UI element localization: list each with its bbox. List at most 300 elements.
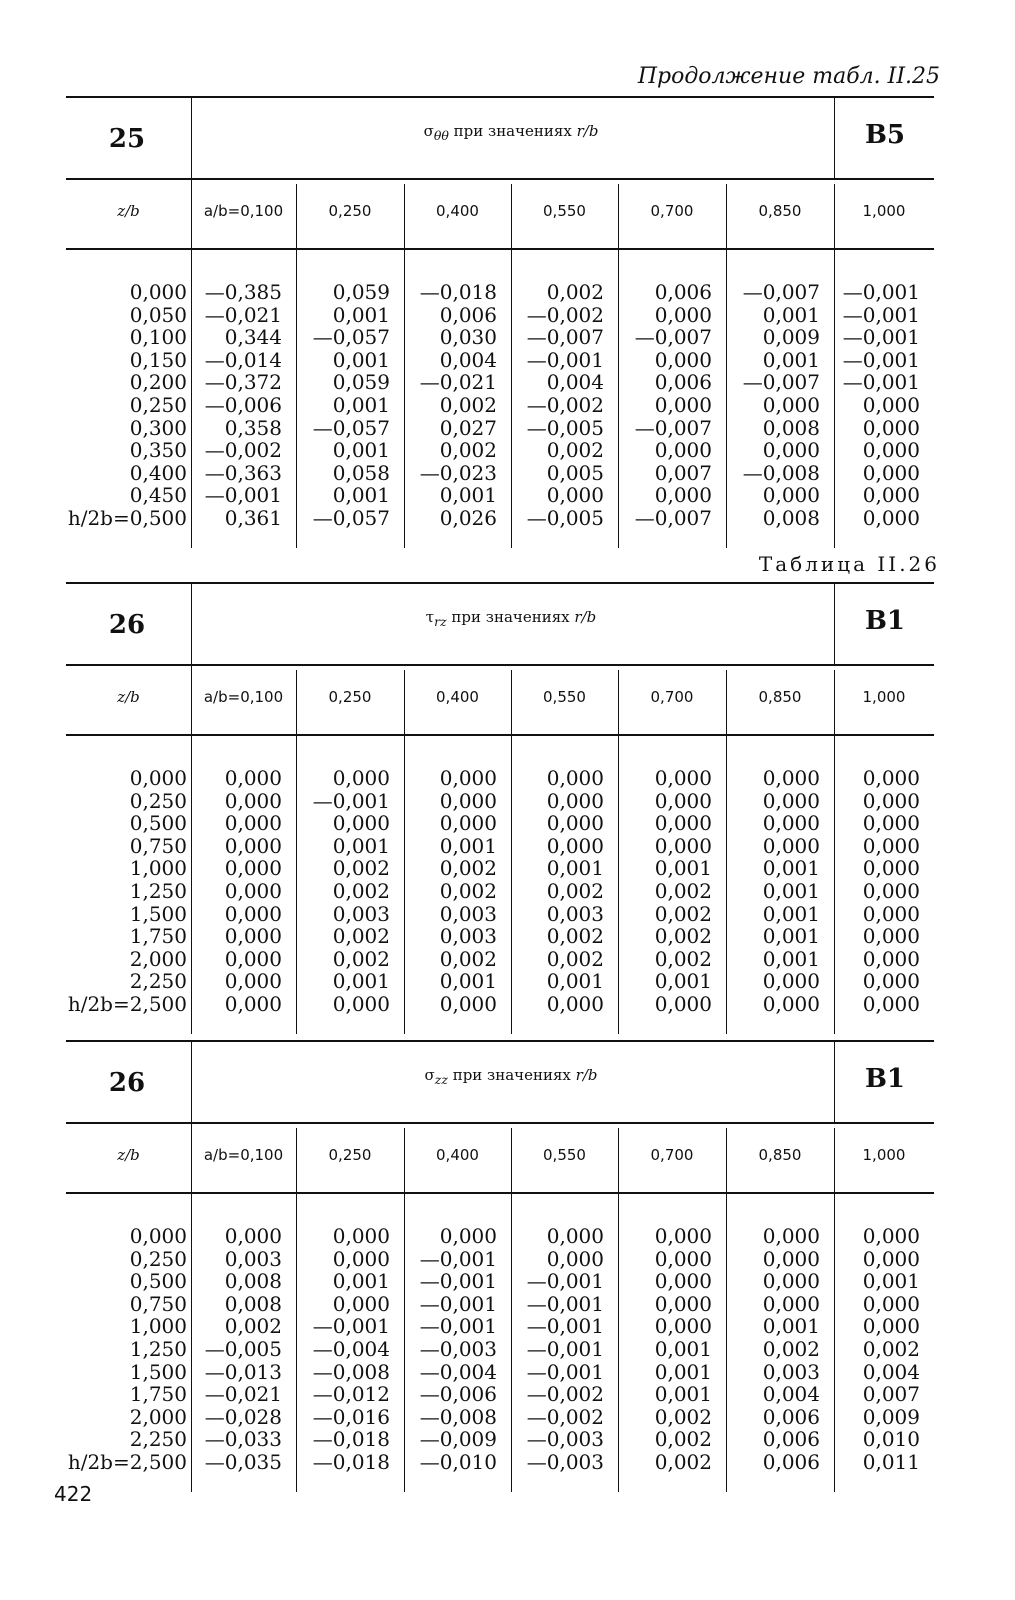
title-variable: r/b	[576, 122, 599, 140]
table-cell: 0,006	[654, 370, 712, 395]
table-cell: 0,001	[332, 483, 390, 508]
table-cell: 0,002	[862, 1336, 920, 1361]
title-subscript: rz	[434, 614, 447, 629]
table-cell: 0,000	[862, 878, 920, 903]
table-cell: 0,000	[762, 1224, 820, 1248]
data-column	[726, 767, 820, 1016]
data-column	[296, 767, 390, 1016]
row-label: 1,000	[129, 1314, 187, 1339]
row-label: 2,000	[129, 1404, 187, 1429]
table-cell: —0,003	[419, 1336, 497, 1361]
title-symbol: σ	[424, 1066, 435, 1084]
top-rule	[66, 96, 934, 98]
table-cell: 0,000	[862, 833, 920, 858]
table-cell: 0,004	[546, 370, 604, 395]
table-cell: 0,000	[224, 946, 282, 971]
table-cell: 0,000	[439, 811, 497, 836]
table-cell: 0,001	[332, 969, 390, 994]
table-title	[191, 122, 831, 143]
table-caption: Таблица II.26	[758, 552, 940, 576]
table-cell: 0,009	[862, 1404, 920, 1429]
table-cell: 0,006	[762, 1404, 820, 1429]
row-label: 0,750	[129, 833, 187, 858]
row-label: 0,100	[129, 325, 187, 350]
table-cell: 0,000	[224, 766, 282, 790]
data-column	[618, 281, 712, 530]
table-cell: 0,000	[862, 1314, 920, 1339]
data-column	[834, 767, 920, 1016]
table-cell: 0,003	[439, 924, 497, 949]
table-cell: —0,028	[204, 1404, 282, 1429]
table-cell: 0,003	[224, 1246, 282, 1271]
table-number: 26	[108, 610, 146, 640]
table-cell: 0,000	[862, 766, 920, 790]
table-cell: 0,002	[654, 924, 712, 949]
row-label: h/2b=0,500	[67, 505, 187, 530]
row-label: 0,500	[129, 811, 187, 836]
row-label: 0,250	[129, 788, 187, 813]
table-cell: 0,003	[762, 1359, 820, 1384]
table-cell: 0,002	[654, 1404, 712, 1429]
table-cell: —0,023	[419, 460, 497, 485]
table-cell: 0,000	[224, 924, 282, 949]
table-cell: 0,001	[439, 969, 497, 994]
table-cell: 0,000	[224, 901, 282, 926]
table-cell: 0,030	[439, 325, 497, 350]
table-cell: 0,005	[546, 460, 604, 485]
table-cell: —0,003	[526, 1427, 604, 1452]
table-cell: 0,000	[332, 1224, 390, 1248]
column-header: 0,400	[436, 202, 479, 220]
table-cell: 0,006	[439, 302, 497, 327]
table-cell: 0,001	[762, 946, 820, 971]
row-labels	[66, 767, 187, 1016]
table-cell: 0,000	[224, 856, 282, 881]
row-label: 1,000	[129, 856, 187, 881]
table-cell: —0,008	[419, 1404, 497, 1429]
top-rule	[66, 1040, 934, 1042]
table-cell: —0,001	[526, 1314, 604, 1339]
table-cell: 0,000	[439, 1224, 497, 1248]
table-cell: —0,018	[312, 1449, 390, 1474]
table-cell: 0,004	[439, 347, 497, 372]
data-column	[618, 1225, 712, 1474]
table-cell: 0,001	[332, 302, 390, 327]
table-number: 25	[108, 124, 146, 154]
table-code: B1	[864, 606, 906, 636]
table-cell: —0,001	[419, 1269, 497, 1294]
table-cell: 0,000	[762, 1246, 820, 1271]
data-column	[726, 1225, 820, 1474]
title-symbol: σ	[423, 122, 434, 140]
table-cell: 0,000	[224, 1224, 282, 1248]
table-cell: —0,001	[842, 325, 920, 350]
table-cell: 0,002	[332, 924, 390, 949]
table-cell: —0,001	[526, 1291, 604, 1316]
column-header: 0,850	[758, 688, 802, 706]
table-cell: —0,001	[419, 1246, 497, 1271]
table-cell: 0,002	[332, 856, 390, 881]
table-cell: 0,000	[654, 1224, 712, 1248]
table-cell: 0,001	[332, 1269, 390, 1294]
table-cell: 0,001	[546, 969, 604, 994]
table-cell: 0,000	[762, 1291, 820, 1316]
column-header: 0,550	[543, 688, 586, 706]
row-label: 2,250	[129, 969, 187, 994]
row-label: 0,250	[129, 1246, 187, 1271]
table-cell: —0,008	[312, 1359, 390, 1384]
column-header: 0,850	[758, 1146, 802, 1164]
table-cell: 0,002	[439, 392, 497, 417]
table-cell: 0,358	[224, 415, 282, 440]
row-label: 0,300	[129, 415, 187, 440]
table-cell: —0,001	[842, 302, 920, 327]
table-cell: 0,000	[224, 788, 282, 813]
table-cell: —0,363	[204, 460, 282, 485]
table-cell: —0,001	[419, 1314, 497, 1339]
table-cell: 0,000	[546, 833, 604, 858]
column-divider	[834, 1040, 835, 1122]
table-cell: 0,004	[762, 1382, 820, 1407]
table-cell: —0,007	[526, 325, 604, 350]
table-cell: 0,000	[546, 1224, 604, 1248]
table-cell: 0,000	[546, 991, 604, 1016]
table-number: 26	[108, 1068, 146, 1098]
table-cell: 0,000	[654, 766, 712, 790]
table-cell: 0,010	[862, 1427, 920, 1452]
table-cell: 0,000	[332, 811, 390, 836]
table-cell: 0,000	[546, 788, 604, 813]
row-label: 0,400	[129, 460, 187, 485]
table-cell: 0,000	[762, 969, 820, 994]
table-cell: 0,002	[654, 1449, 712, 1474]
table-cell: 0,009	[762, 325, 820, 350]
table-cell: 0,001	[862, 1269, 920, 1294]
table-cell: 0,002	[439, 878, 497, 903]
row-label: 0,000	[129, 280, 187, 304]
table-cell: 0,001	[762, 1314, 820, 1339]
table-cell: —0,003	[526, 1449, 604, 1474]
table-cell: —0,018	[419, 280, 497, 304]
table-cell: —0,009	[419, 1427, 497, 1452]
table-cell: 0,000	[654, 483, 712, 508]
column-header: 1,000	[862, 1146, 906, 1164]
subheader-rule	[66, 734, 934, 736]
title-variable: r/b	[574, 608, 597, 626]
table-cell: —0,002	[526, 1404, 604, 1429]
page-number: 422	[54, 1482, 93, 1506]
table-cell: 0,001	[762, 347, 820, 372]
table-cell: —0,006	[419, 1382, 497, 1407]
table-cell: 0,000	[654, 438, 712, 463]
table-cell: —0,008	[742, 460, 820, 485]
table-cell: 0,002	[439, 946, 497, 971]
row-label: 1,500	[129, 1359, 187, 1384]
table-cell: 0,000	[862, 415, 920, 440]
table-cell: 0,007	[862, 1382, 920, 1407]
table-cell: 0,001	[332, 833, 390, 858]
column-header: 0,700	[650, 688, 694, 706]
header-rule	[66, 178, 934, 180]
table-cell: 0,008	[224, 1291, 282, 1316]
table-cell: 0,000	[224, 878, 282, 903]
table-cell: 0,000	[224, 969, 282, 994]
row-label: 1,750	[129, 1382, 187, 1407]
table-cell: —0,002	[526, 1382, 604, 1407]
row-labels	[66, 1225, 187, 1474]
table-cell: 0,008	[224, 1269, 282, 1294]
table-cell: —0,001	[526, 347, 604, 372]
title-symbol: τ	[425, 608, 435, 626]
column-header: a/b=0,100	[203, 202, 284, 220]
row-label: 0,000	[129, 1224, 187, 1248]
data-column	[511, 1225, 604, 1474]
column-header: 0,700	[650, 1146, 694, 1164]
table-cell: 0,000	[862, 460, 920, 485]
table-cell: —0,033	[204, 1427, 282, 1452]
column-header: 1,000	[862, 202, 906, 220]
table-cell: —0,005	[526, 415, 604, 440]
table-cell: 0,002	[546, 438, 604, 463]
table-cell: —0,010	[419, 1449, 497, 1474]
table-cell: 0,058	[332, 460, 390, 485]
row-label: h/2b=2,500	[67, 991, 187, 1016]
table-cell: 0,001	[762, 924, 820, 949]
table-cell: 0,011	[862, 1449, 920, 1474]
table-cell: —0,002	[526, 302, 604, 327]
row-header	[66, 1146, 191, 1164]
table-cell: 0,000	[762, 991, 820, 1016]
data-column	[834, 281, 920, 530]
table-cell: —0,004	[419, 1359, 497, 1384]
table-cell: 0,000	[224, 811, 282, 836]
table-cell: 0,000	[862, 505, 920, 530]
table-cell: 0,002	[654, 901, 712, 926]
data-column	[404, 767, 497, 1016]
table-cell: —0,001	[419, 1291, 497, 1316]
data-column	[296, 1225, 390, 1474]
table-cell: 0,000	[862, 483, 920, 508]
table-cell: 0,001	[332, 438, 390, 463]
table-cell: 0,001	[654, 1382, 712, 1407]
row-header	[66, 202, 191, 220]
table-cell: 0,000	[654, 991, 712, 1016]
table-cell: 0,000	[762, 392, 820, 417]
subheader-rule	[66, 248, 934, 250]
table-cell: —0,035	[204, 1449, 282, 1474]
table-cell: 0,000	[862, 1246, 920, 1271]
table-cell: 0,000	[654, 347, 712, 372]
table-cell: 0,000	[439, 788, 497, 813]
row-label: 1,750	[129, 924, 187, 949]
table-cell: 0,001	[762, 901, 820, 926]
table-cell: —0,016	[312, 1404, 390, 1429]
table-cell: —0,007	[742, 280, 820, 304]
table-cell: 0,002	[654, 1427, 712, 1452]
data-column	[191, 281, 282, 530]
column-header: 0,250	[328, 202, 372, 220]
table-cell: 0,000	[862, 901, 920, 926]
table-cell: 0,001	[762, 302, 820, 327]
row-label: 0,750	[129, 1291, 187, 1316]
continuation-note: Продолжение табл. II.25	[637, 64, 940, 89]
table-cell: 0,000	[762, 811, 820, 836]
title-text: при значениях	[447, 1066, 576, 1084]
column-header: 0,700	[650, 202, 694, 220]
table-cell: —0,006	[204, 392, 282, 417]
title-text: при значениях	[448, 122, 577, 140]
table-cell: 0,000	[762, 1269, 820, 1294]
table-cell: —0,001	[204, 483, 282, 508]
table-title	[191, 608, 831, 629]
table-cell: 0,001	[654, 969, 712, 994]
table-cell: —0,385	[204, 280, 282, 304]
table-cell: 0,002	[546, 924, 604, 949]
table-cell: —0,014	[204, 347, 282, 372]
header-rule	[66, 664, 934, 666]
column-header: 0,850	[758, 202, 802, 220]
table-cell: 0,000	[224, 833, 282, 858]
row-label: 0,050	[129, 302, 187, 327]
table-cell: —0,002	[204, 438, 282, 463]
table-cell: 0,000	[654, 392, 712, 417]
table-cell: 0,000	[862, 991, 920, 1016]
column-header: 0,550	[543, 1146, 586, 1164]
table-cell: 0,000	[654, 788, 712, 813]
row-header-label: z/b	[117, 202, 140, 220]
row-label: 0,250	[129, 392, 187, 417]
table-cell: 0,000	[862, 788, 920, 813]
column-header: 0,250	[328, 688, 372, 706]
table-cell: 0,000	[224, 991, 282, 1016]
table-cell: 0,000	[762, 438, 820, 463]
table-cell: 0,003	[439, 901, 497, 926]
table-cell: —0,001	[526, 1336, 604, 1361]
row-label: 1,250	[129, 1336, 187, 1361]
row-label: 1,250	[129, 878, 187, 903]
data-column	[404, 281, 497, 530]
table-cell: 0,000	[332, 766, 390, 790]
column-header: a/b=0,100	[203, 688, 284, 706]
table-cell: —0,007	[634, 325, 712, 350]
table-cell: 0,006	[762, 1449, 820, 1474]
row-labels	[66, 281, 187, 530]
table-cell: 0,344	[224, 325, 282, 350]
row-label: 0,450	[129, 483, 187, 508]
table-cell: —0,001	[526, 1269, 604, 1294]
table-cell: —0,005	[526, 505, 604, 530]
table-code: B1	[864, 1064, 906, 1094]
table-cell: 0,000	[862, 1291, 920, 1316]
title-text: при значениях	[446, 608, 575, 626]
table-cell: 0,000	[862, 946, 920, 971]
table-cell: 0,000	[332, 1291, 390, 1316]
data-column	[726, 281, 820, 530]
column-header: 0,400	[436, 1146, 479, 1164]
table-cell: 0,000	[762, 483, 820, 508]
table-cell: 0,008	[762, 505, 820, 530]
table-cell: 0,002	[332, 878, 390, 903]
table-cell: 0,000	[654, 1314, 712, 1339]
table-cell: 0,000	[332, 991, 390, 1016]
row-header-label: z/b	[117, 688, 140, 706]
table-cell: —0,001	[842, 370, 920, 395]
table-cell: 0,026	[439, 505, 497, 530]
row-header	[66, 688, 191, 706]
table-cell: —0,021	[204, 1382, 282, 1407]
table-cell: 0,000	[862, 1224, 920, 1248]
table-cell: —0,005	[204, 1336, 282, 1361]
column-header: 0,250	[328, 1146, 372, 1164]
data-column	[511, 281, 604, 530]
column-divider	[834, 582, 835, 664]
table-cell: 0,000	[439, 991, 497, 1016]
table-cell: 0,000	[654, 1269, 712, 1294]
table-cell: 0,001	[439, 833, 497, 858]
table-cell: —0,013	[204, 1359, 282, 1384]
table-cell: 0,000	[862, 969, 920, 994]
table-cell: 0,000	[762, 766, 820, 790]
table-cell: 0,002	[654, 878, 712, 903]
table-cell: —0,001	[842, 280, 920, 304]
row-label: 0,150	[129, 347, 187, 372]
row-label: 0,350	[129, 438, 187, 463]
column-header: 1,000	[862, 688, 906, 706]
table-cell: 0,000	[862, 856, 920, 881]
table-cell: 0,000	[654, 302, 712, 327]
data-column	[191, 1225, 282, 1474]
row-label: 0,500	[129, 1269, 187, 1294]
data-column	[618, 767, 712, 1016]
table-cell: 0,002	[546, 946, 604, 971]
row-label: 2,250	[129, 1427, 187, 1452]
table-cell: 0,000	[762, 788, 820, 813]
data-column	[191, 767, 282, 1016]
table-cell: 0,002	[762, 1336, 820, 1361]
table-cell: —0,001	[526, 1359, 604, 1384]
table-cell: 0,059	[332, 280, 390, 304]
table-cell: 0,001	[762, 856, 820, 881]
table-cell: —0,004	[312, 1336, 390, 1361]
table-cell: 0,000	[439, 766, 497, 790]
table-cell: —0,001	[312, 788, 390, 813]
row-label: 0,200	[129, 370, 187, 395]
table-cell: 0,003	[546, 901, 604, 926]
table-cell: 0,001	[332, 347, 390, 372]
table-cell: 0,002	[439, 856, 497, 881]
subheader-rule	[66, 1192, 934, 1194]
data-column	[404, 1225, 497, 1474]
table-cell: 0,006	[762, 1427, 820, 1452]
table-cell: 0,000	[654, 1291, 712, 1316]
table-cell: 0,002	[332, 946, 390, 971]
table-cell: 0,001	[762, 878, 820, 903]
table-cell: 0,000	[546, 811, 604, 836]
table-cell: 0,002	[546, 280, 604, 304]
table-cell: —0,012	[312, 1382, 390, 1407]
table-cell: —0,372	[204, 370, 282, 395]
table-cell: 0,027	[439, 415, 497, 440]
table-cell: 0,000	[862, 438, 920, 463]
table-cell: 0,001	[332, 392, 390, 417]
data-column	[834, 1225, 920, 1474]
table-cell: —0,007	[742, 370, 820, 395]
title-variable: r/b	[575, 1066, 598, 1084]
table-cell: 0,006	[654, 280, 712, 304]
table-title	[191, 1066, 831, 1087]
table-cell: —0,021	[204, 302, 282, 327]
table-cell: 0,000	[546, 766, 604, 790]
